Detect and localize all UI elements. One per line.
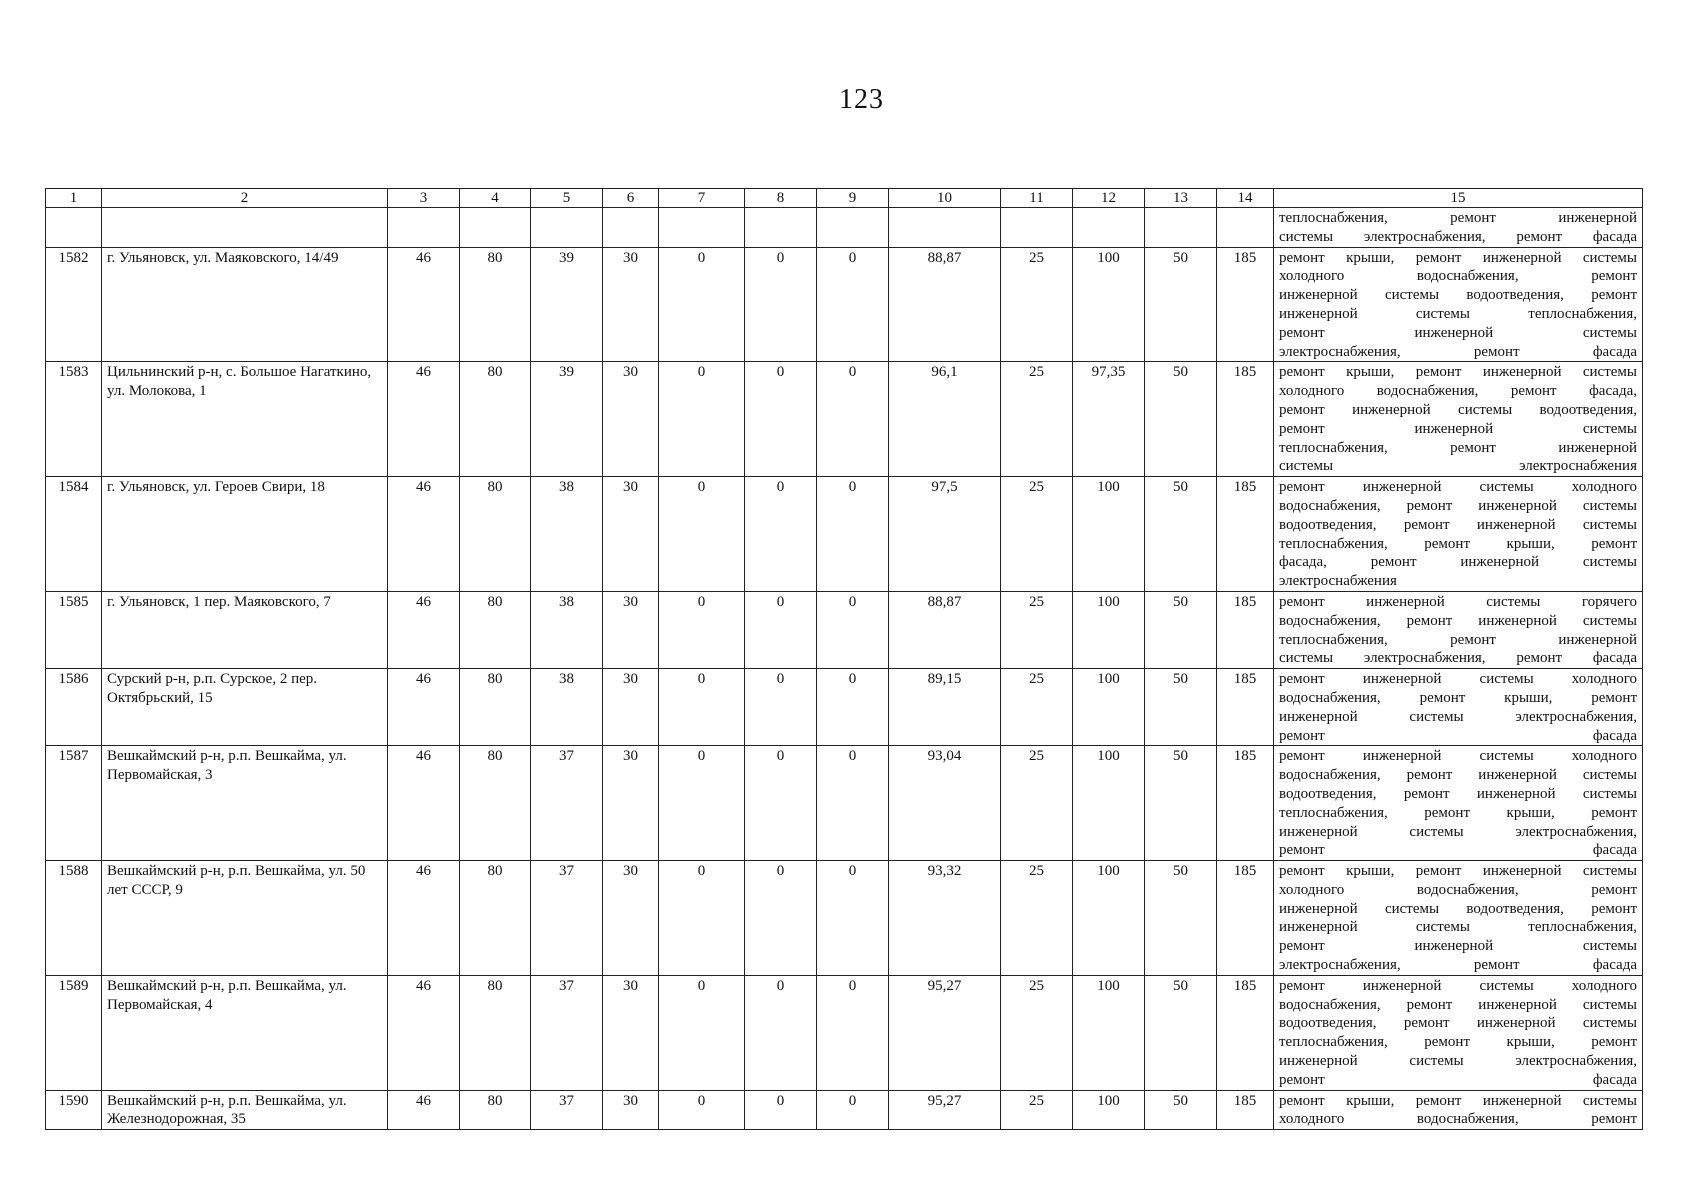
- col-14-cell: 185: [1217, 362, 1274, 477]
- works-line: холодного водоснабжения, ремонт: [1279, 1111, 1637, 1128]
- col-9-cell: 0: [817, 591, 889, 668]
- col-4-cell: 80: [460, 669, 531, 746]
- col-7-cell: 0: [659, 746, 745, 861]
- column-header-5: 5: [531, 189, 603, 208]
- table-row: [46, 669, 1643, 746]
- works-line: инженерной системы теплоснабжения,: [1279, 305, 1637, 322]
- col-3-cell: 46: [388, 477, 460, 592]
- col-7-cell: 0: [659, 247, 745, 362]
- column-header-13: 13: [1145, 189, 1217, 208]
- col-14-cell: 185: [1217, 247, 1274, 362]
- col-11-cell: 25: [1001, 247, 1073, 362]
- col-4-cell: 80: [460, 477, 531, 592]
- works-line: водоотведения, ремонт инженерной системы: [1279, 1015, 1637, 1032]
- row-number-cell: 1586: [46, 669, 102, 746]
- col-11-cell: 25: [1001, 975, 1073, 1090]
- column-header-2: 2: [102, 189, 388, 208]
- col-9-cell: 0: [817, 362, 889, 477]
- page-number: 123: [839, 84, 884, 115]
- works-line: водоотведения, ремонт инженерной системы: [1279, 785, 1637, 802]
- works-line: электроснабжения: [1279, 573, 1397, 590]
- table-row: [46, 746, 1643, 861]
- col-8-cell: 0: [745, 591, 817, 668]
- works-line: водоотведения, ремонт инженерной системы: [1279, 516, 1637, 533]
- works-line: ремонт инженерной системы водоотведения,: [1279, 401, 1637, 418]
- works-line: ремонт фасада: [1279, 727, 1637, 744]
- address-cell: Вешкаймский р-н, р.п. Вешкайма, ул. Первомайская, 4: [102, 975, 388, 1090]
- works-line: ремонт крыши, ремонт инженерной системы: [1279, 863, 1637, 880]
- col-5-cell: 39: [531, 247, 603, 362]
- col-4-cell: 80: [460, 975, 531, 1090]
- col-6-cell: 30: [603, 247, 659, 362]
- row-number-cell: 1588: [46, 861, 102, 976]
- col-5-cell: 38: [531, 669, 603, 746]
- col-6-cell: 30: [603, 591, 659, 668]
- col-3-cell: 46: [388, 591, 460, 668]
- works-list: [1274, 746, 1643, 861]
- col-9-cell: 0: [817, 669, 889, 746]
- works-line: теплоснабжения, ремонт крыши, ремонт: [1279, 535, 1637, 552]
- works-line: холодного водоснабжения, ремонт: [1279, 268, 1637, 285]
- works-line: ремонт инженерной системы холодного: [1279, 748, 1637, 765]
- col-12-cell: 100: [1073, 477, 1145, 592]
- col-6-cell: 30: [603, 477, 659, 592]
- works-line: фасада, ремонт инженерной системы: [1279, 554, 1637, 571]
- col-8-cell: 0: [745, 477, 817, 592]
- col-7-cell: 0: [659, 669, 745, 746]
- col-10-cell: 93,32: [889, 861, 1001, 976]
- col-14-cell: 185: [1217, 669, 1274, 746]
- works-list: [1274, 477, 1643, 592]
- works-line: водоснабжения, ремонт крыши, ремонт: [1279, 689, 1637, 706]
- col-13-cell: 50: [1145, 362, 1217, 477]
- works-line: инженерной системы теплоснабжения,: [1279, 919, 1637, 936]
- works-line: инженерной системы электроснабжения,: [1279, 823, 1637, 840]
- col-12-cell: 100: [1073, 861, 1145, 976]
- empty-cell: [1217, 208, 1274, 248]
- works-line: водоснабжения, ремонт инженерной системы: [1279, 497, 1637, 514]
- column-header-14: 14: [1217, 189, 1274, 208]
- col-10-cell: 88,87: [889, 247, 1001, 362]
- works-line: электроснабжения, ремонт фасада: [1279, 957, 1637, 974]
- col-5-cell: 39: [531, 362, 603, 477]
- empty-cell: [1001, 208, 1073, 248]
- col-12-cell: 100: [1073, 975, 1145, 1090]
- col-12-cell: 100: [1073, 247, 1145, 362]
- works-list: [1274, 861, 1643, 976]
- col-7-cell: 0: [659, 591, 745, 668]
- table-row: [46, 591, 1643, 668]
- address-cell: Вешкаймский р-н, р.п. Вешкайма, ул. Железнодорожная, 35: [102, 1090, 388, 1130]
- col-7-cell: 0: [659, 362, 745, 477]
- empty-cell: [102, 208, 388, 248]
- column-header-11: 11: [1001, 189, 1073, 208]
- works-line: теплоснабжения, ремонт инженерной: [1279, 631, 1637, 648]
- col-9-cell: 0: [817, 975, 889, 1090]
- col-14-cell: 185: [1217, 975, 1274, 1090]
- col-9-cell: 0: [817, 861, 889, 976]
- works-line: теплоснабжения, ремонт инженерной: [1279, 210, 1637, 226]
- col-8-cell: 0: [745, 1090, 817, 1130]
- col-8-cell: 0: [745, 746, 817, 861]
- col-10-cell: 95,27: [889, 1090, 1001, 1130]
- header-row: [46, 189, 1643, 208]
- row-number-cell: 1590: [46, 1090, 102, 1130]
- col-3-cell: 46: [388, 746, 460, 861]
- col-5-cell: 37: [531, 746, 603, 861]
- col-14-cell: 185: [1217, 591, 1274, 668]
- col-4-cell: 80: [460, 861, 531, 976]
- col-4-cell: 80: [460, 1090, 531, 1130]
- works-line: электроснабжения, ремонт фасада: [1279, 343, 1637, 360]
- column-number-header: [46, 189, 1643, 208]
- col-6-cell: 30: [603, 669, 659, 746]
- table-row: [46, 477, 1643, 592]
- works-line: системы электроснабжения, ремонт фасада: [1279, 228, 1637, 245]
- works-line: водоснабжения, ремонт инженерной системы: [1279, 996, 1637, 1013]
- works-list: [1274, 362, 1643, 477]
- col-13-cell: 50: [1145, 669, 1217, 746]
- empty-cell: [460, 208, 531, 248]
- works-line: ремонт крыши, ремонт инженерной системы: [1279, 364, 1637, 381]
- row-number-cell: 1582: [46, 247, 102, 362]
- col-12-cell: 100: [1073, 1090, 1145, 1130]
- address-cell: г. Ульяновск, ул. Героев Свири, 18: [102, 477, 388, 592]
- col-6-cell: 30: [603, 746, 659, 861]
- works-line: системы электроснабжения: [1279, 458, 1637, 475]
- table-body: [46, 208, 1643, 1130]
- col-7-cell: 0: [659, 861, 745, 976]
- empty-cell: [1145, 208, 1217, 248]
- col-9-cell: 0: [817, 1090, 889, 1130]
- col-11-cell: 25: [1001, 1090, 1073, 1130]
- row-number-cell: 1585: [46, 591, 102, 668]
- col-12-cell: 100: [1073, 669, 1145, 746]
- column-header-9: 9: [817, 189, 889, 208]
- table-row: [46, 247, 1643, 362]
- works-line: ремонт инженерной системы: [1279, 420, 1637, 437]
- col-10-cell: 89,15: [889, 669, 1001, 746]
- works-list: [1274, 975, 1643, 1090]
- works-line: ремонт фасада: [1279, 1071, 1637, 1088]
- works-line: системы электроснабжения, ремонт фасада: [1279, 650, 1637, 667]
- col-14-cell: 185: [1217, 746, 1274, 861]
- col-4-cell: 80: [460, 746, 531, 861]
- col-11-cell: 25: [1001, 477, 1073, 592]
- empty-cell: [46, 208, 102, 248]
- col-11-cell: 25: [1001, 669, 1073, 746]
- empty-cell: [659, 208, 745, 248]
- col-11-cell: 25: [1001, 861, 1073, 976]
- col-13-cell: 50: [1145, 591, 1217, 668]
- col-6-cell: 30: [603, 1090, 659, 1130]
- col-12-cell: 97,35: [1073, 362, 1145, 477]
- col-5-cell: 37: [531, 861, 603, 976]
- col-6-cell: 30: [603, 861, 659, 976]
- col-13-cell: 50: [1145, 247, 1217, 362]
- col-3-cell: 46: [388, 669, 460, 746]
- col-12-cell: 100: [1073, 591, 1145, 668]
- col-6-cell: 30: [603, 975, 659, 1090]
- col-5-cell: 37: [531, 975, 603, 1090]
- empty-cell: [603, 208, 659, 248]
- col-3-cell: 46: [388, 1090, 460, 1130]
- col-8-cell: 0: [745, 669, 817, 746]
- row-number-cell: 1584: [46, 477, 102, 592]
- col-14-cell: 185: [1217, 1090, 1274, 1130]
- col-10-cell: 95,27: [889, 975, 1001, 1090]
- col-8-cell: 0: [745, 861, 817, 976]
- col-11-cell: 25: [1001, 746, 1073, 861]
- col-14-cell: 185: [1217, 477, 1274, 592]
- col-14-cell: 185: [1217, 861, 1274, 976]
- col-4-cell: 80: [460, 362, 531, 477]
- address-cell: Вешкаймский р-н, р.п. Вешкайма, ул. Первомайская, 3: [102, 746, 388, 861]
- col-13-cell: 50: [1145, 477, 1217, 592]
- works-line: теплоснабжения, ремонт инженерной: [1279, 439, 1637, 456]
- col-8-cell: 0: [745, 975, 817, 1090]
- column-header-4: 4: [460, 189, 531, 208]
- works-line: инженерной системы электроснабжения,: [1279, 708, 1637, 725]
- column-header-15: 15: [1274, 189, 1643, 208]
- works-line: ремонт инженерной системы холодного: [1279, 479, 1637, 496]
- col-10-cell: 93,04: [889, 746, 1001, 861]
- column-header-7: 7: [659, 189, 745, 208]
- column-header-1: 1: [46, 189, 102, 208]
- works-line: ремонт инженерной системы: [1279, 324, 1637, 341]
- works-line: водоснабжения, ремонт инженерной системы: [1279, 612, 1637, 629]
- col-12-cell: 100: [1073, 746, 1145, 861]
- col-4-cell: 80: [460, 247, 531, 362]
- column-header-12: 12: [1073, 189, 1145, 208]
- empty-cell: [531, 208, 603, 248]
- col-7-cell: 0: [659, 477, 745, 592]
- col-9-cell: 0: [817, 746, 889, 861]
- table-row: [46, 362, 1643, 477]
- works-list: [1274, 247, 1643, 362]
- col-5-cell: 38: [531, 591, 603, 668]
- col-10-cell: 97,5: [889, 477, 1001, 592]
- works-line: инженерной системы электроснабжения,: [1279, 1053, 1637, 1070]
- empty-cell: [889, 208, 1001, 248]
- works-line: водоснабжения, ремонт инженерной системы: [1279, 767, 1637, 784]
- works-line: ремонт инженерной системы холодного: [1279, 977, 1637, 994]
- repair-register-table: [45, 188, 1643, 1130]
- col-9-cell: 0: [817, 477, 889, 592]
- table-row: [46, 861, 1643, 976]
- works-line: ремонт фасада: [1279, 842, 1637, 859]
- col-5-cell: 38: [531, 477, 603, 592]
- col-3-cell: 46: [388, 247, 460, 362]
- continuation-row: [46, 208, 1643, 248]
- works-line: инженерной системы водоотведения, ремонт: [1279, 287, 1637, 304]
- col-13-cell: 50: [1145, 746, 1217, 861]
- address-cell: Цильнинский р-н, с. Большое Нагаткино, ул. Молокова, 1: [102, 362, 388, 477]
- works-list: [1274, 591, 1643, 668]
- col-3-cell: 46: [388, 861, 460, 976]
- address-cell: Сурский р-н, р.п. Сурское, 2 пер. Октябрьский, 15: [102, 669, 388, 746]
- col-4-cell: 80: [460, 591, 531, 668]
- address-cell: Вешкаймский р-н, р.п. Вешкайма, ул. 50 лет СССР, 9: [102, 861, 388, 976]
- table-row: [46, 1090, 1643, 1130]
- works-line: теплоснабжения, ремонт крыши, ремонт: [1279, 804, 1637, 821]
- col-9-cell: 0: [817, 247, 889, 362]
- col-5-cell: 37: [531, 1090, 603, 1130]
- col-11-cell: 25: [1001, 591, 1073, 668]
- row-number-cell: 1589: [46, 975, 102, 1090]
- empty-cell: [745, 208, 817, 248]
- col-13-cell: 50: [1145, 975, 1217, 1090]
- works-line: теплоснабжения, ремонт крыши, ремонт: [1279, 1034, 1637, 1051]
- col-10-cell: 96,1: [889, 362, 1001, 477]
- column-header-10: 10: [889, 189, 1001, 208]
- col-3-cell: 46: [388, 975, 460, 1090]
- col-10-cell: 88,87: [889, 591, 1001, 668]
- works-line: ремонт инженерной системы: [1279, 938, 1637, 955]
- col-7-cell: 0: [659, 975, 745, 1090]
- works-line: ремонт крыши, ремонт инженерной системы: [1279, 1092, 1637, 1109]
- empty-cell: [1073, 208, 1145, 248]
- column-header-8: 8: [745, 189, 817, 208]
- col-3-cell: 46: [388, 362, 460, 477]
- table-row: [46, 975, 1643, 1090]
- column-header-6: 6: [603, 189, 659, 208]
- empty-cell: [817, 208, 889, 248]
- works-line: холодного водоснабжения, ремонт фасада,: [1279, 383, 1637, 400]
- column-header-3: 3: [388, 189, 460, 208]
- address-cell: г. Ульяновск, ул. Маяковского, 14/49: [102, 247, 388, 362]
- col-8-cell: 0: [745, 247, 817, 362]
- works-line: ремонт инженерной системы горячего: [1279, 593, 1637, 610]
- works-line: инженерной системы водоотведения, ремонт: [1279, 900, 1637, 917]
- works-line: ремонт крыши, ремонт инженерной системы: [1279, 249, 1637, 266]
- row-number-cell: 1583: [46, 362, 102, 477]
- col-13-cell: 50: [1145, 861, 1217, 976]
- address-cell: г. Ульяновск, 1 пер. Маяковского, 7: [102, 591, 388, 668]
- works-list: [1274, 1090, 1643, 1130]
- col-6-cell: 30: [603, 362, 659, 477]
- col-11-cell: 25: [1001, 362, 1073, 477]
- works-line: холодного водоснабжения, ремонт: [1279, 881, 1637, 898]
- works-list: [1274, 208, 1643, 248]
- col-8-cell: 0: [745, 362, 817, 477]
- row-number-cell: 1587: [46, 746, 102, 861]
- empty-cell: [388, 208, 460, 248]
- col-13-cell: 50: [1145, 1090, 1217, 1130]
- col-7-cell: 0: [659, 1090, 745, 1130]
- works-line: ремонт инженерной системы холодного: [1279, 671, 1637, 688]
- works-list: [1274, 669, 1643, 746]
